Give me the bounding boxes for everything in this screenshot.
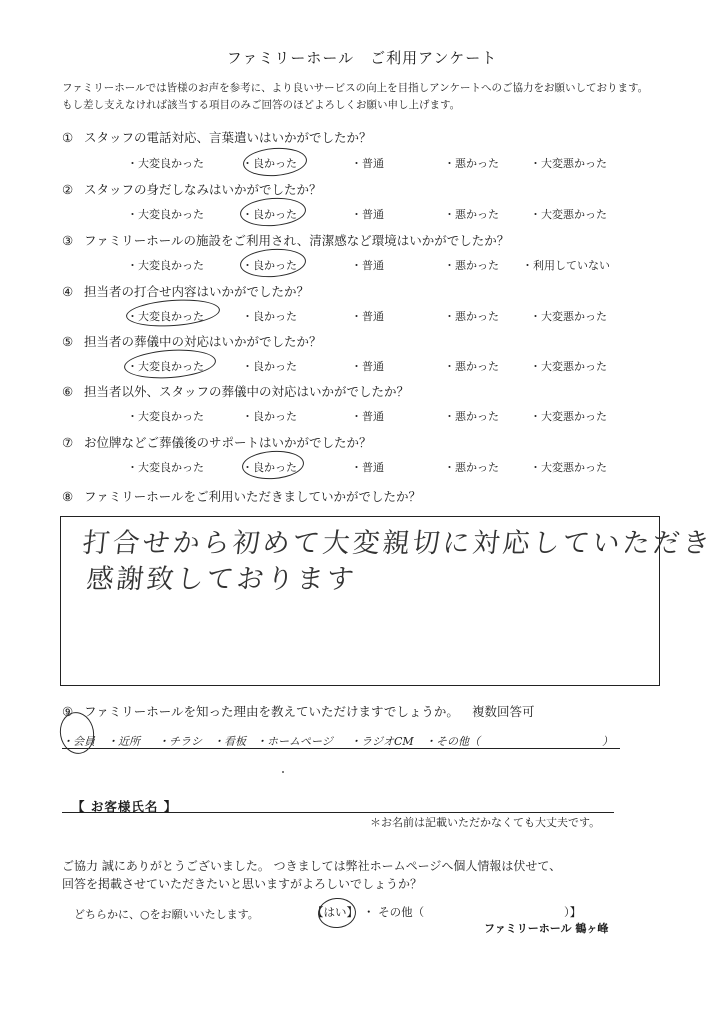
q7-option-2[interactable]: ・良かった — [242, 461, 297, 474]
handwritten-comment-line-1: 打合せから初めて大変親切に対応していただき — [81, 528, 715, 559]
selection-circle — [242, 146, 308, 178]
q2-option-2[interactable]: ・良かった — [242, 208, 297, 221]
handwritten-comment-line-2: 感謝致しております — [85, 564, 359, 595]
question-number: ⑦ — [62, 435, 74, 450]
q5-option-3[interactable]: ・普通 — [351, 360, 384, 373]
selection-circle — [239, 247, 307, 280]
selection-circle — [123, 347, 217, 381]
question-8 — [62, 487, 421, 505]
intro-line-1: ファミリーホールでは皆様のお声を参考に、より良いサービスの向上を目指しアンケートへのご協力をお願いしております。 — [62, 82, 649, 94]
q7-option-5[interactable]: ・大変悪かった — [530, 461, 607, 474]
q9-option-flyer[interactable]: ・チラシ — [158, 735, 202, 748]
q6-option-1[interactable]: ・大変良かった — [127, 410, 204, 423]
multiple-answers-note: 複数回答可 — [472, 704, 535, 719]
question-number: ⑤ — [62, 334, 74, 349]
question-text: ファミリーホールの施設をご利用され、清潔感など環境はいかがでしたか？ — [84, 233, 510, 248]
q9-option-other-close: ） — [602, 735, 613, 748]
question-text: ファミリーホールをご利用いただきましていかがでしたか？ — [84, 489, 422, 504]
question-6 — [62, 382, 409, 400]
q7-option-1[interactable]: ・大変良かった — [127, 461, 204, 474]
q9-option-member[interactable]: ・会員 — [62, 735, 95, 748]
selection-circle — [125, 297, 221, 329]
q1-option-2[interactable]: ・良かった — [242, 157, 297, 170]
consent-yes-option[interactable]: 【はい】 — [312, 905, 358, 919]
question-4 — [62, 282, 309, 300]
question-text: お位牌などご葬儀後のサポートはいかがでしたか？ — [84, 435, 372, 450]
q6-option-3[interactable]: ・普通 — [351, 410, 384, 423]
q5-option-1[interactable]: ・大変良かった — [127, 360, 204, 373]
q3-option-1[interactable]: ・大変良かった — [127, 259, 204, 272]
q4-option-2[interactable]: ・良かった — [242, 310, 297, 323]
question-number: ③ — [62, 233, 74, 248]
q1-option-4[interactable]: ・悪かった — [444, 157, 499, 170]
q4-option-5[interactable]: ・大変悪かった — [530, 310, 607, 323]
question-9 — [62, 702, 459, 720]
q6-option-5[interactable]: ・大変悪かった — [530, 410, 607, 423]
q1-option-5[interactable]: ・大変悪かった — [530, 157, 607, 170]
question-text: スタッフの身だしなみはいかがでしたか？ — [84, 182, 322, 197]
q9-option-radio-cm[interactable]: ・ラジオCM — [350, 735, 414, 748]
question-text: 担当者の葬儀中の対応はいかがでしたか？ — [84, 334, 322, 349]
q9-option-neighborhood[interactable]: ・近所 — [107, 735, 140, 748]
q1-option-3[interactable]: ・普通 — [351, 157, 384, 170]
question-1 — [62, 128, 372, 146]
q4-option-1[interactable]: ・大変良かった — [127, 310, 204, 323]
selection-circle — [239, 196, 307, 229]
q2-option-5[interactable]: ・大変悪かった — [530, 208, 607, 221]
question-text: 担当者の打合せ内容はいかがでしたか？ — [84, 284, 310, 299]
q6-option-2[interactable]: ・良かった — [242, 410, 297, 423]
consent-other-option[interactable]: ・ その他（ — [363, 905, 425, 919]
question-text: スタッフの電話対応、言葉遣いはいかがでしたか？ — [84, 130, 372, 145]
page-title: ファミリーホール ご利用アンケート — [226, 49, 498, 67]
selection-circle — [241, 449, 305, 481]
q7-option-3[interactable]: ・普通 — [351, 461, 384, 474]
q9-option-signboard[interactable]: ・看板 — [213, 735, 246, 748]
hall-name: ファミリーホール 鶴ヶ峰 — [484, 922, 609, 935]
selection-circle — [317, 897, 357, 930]
question-number: ⑨ — [62, 704, 74, 719]
q5-option-4[interactable]: ・悪かった — [444, 360, 499, 373]
q3-option-3[interactable]: ・普通 — [351, 259, 384, 272]
question-2 — [62, 180, 322, 198]
consent-other-close: ）】 — [564, 905, 582, 919]
q5-option-2[interactable]: ・良かった — [242, 360, 297, 373]
customer-name-line[interactable] — [62, 812, 614, 813]
closing-line-1: ご協力 誠にありがとうございました。 つきましては弊社ホームページへ個人情報は伏せて、 — [62, 859, 562, 873]
q3-option-5[interactable]: ・利用していない — [522, 259, 610, 272]
customer-name-heading: 【 お客様氏名 】 — [72, 799, 178, 814]
q2-option-3[interactable]: ・普通 — [351, 208, 384, 221]
question-number: ④ — [62, 284, 74, 299]
q5-option-5[interactable]: ・大変悪かった — [530, 360, 607, 373]
question-5 — [62, 332, 322, 350]
comment-box[interactable] — [60, 516, 715, 686]
closing-instruction: どちらかに、○をお願いいたします。 — [74, 908, 259, 921]
q9-option-homepage[interactable]: ・ホームページ — [256, 735, 333, 748]
question-number: ⑥ — [62, 384, 74, 399]
option-underline — [62, 748, 620, 749]
q4-option-3[interactable]: ・普通 — [351, 310, 384, 323]
q3-option-4[interactable]: ・悪かった — [444, 259, 499, 272]
customer-name-note: ＊お名前は記載いただかなくても大丈夫です。 — [370, 816, 601, 829]
speck — [282, 771, 284, 773]
question-text: ファミリーホールを知った理由を教えていただけますでしょうか。 — [84, 704, 459, 719]
q9-option-other[interactable]: ・その他（ — [425, 735, 480, 748]
q2-option-4[interactable]: ・悪かった — [444, 208, 499, 221]
q6-option-4[interactable]: ・悪かった — [444, 410, 499, 423]
q2-option-1[interactable]: ・大変良かった — [127, 208, 204, 221]
q3-option-2[interactable]: ・良かった — [242, 259, 297, 272]
question-text: 担当者以外、スタッフの葬儀中の対応はいかがでしたか？ — [84, 384, 410, 399]
q7-option-4[interactable]: ・悪かった — [444, 461, 499, 474]
question-number: ⑧ — [62, 489, 74, 504]
question-number: ② — [62, 182, 74, 197]
q4-option-4[interactable]: ・悪かった — [444, 310, 499, 323]
question-3 — [62, 231, 509, 249]
closing-line-2: 回答を掲載させていただきたいと思いますがよろしいでしょうか？ — [62, 877, 423, 891]
intro-line-2: もし差し支えなければ該当する項目のみご回答のほどよろしくお願い申し上げます。 — [62, 99, 461, 111]
q1-option-1[interactable]: ・大変良かった — [127, 157, 204, 170]
question-7 — [62, 433, 372, 451]
question-number: ① — [62, 130, 74, 145]
